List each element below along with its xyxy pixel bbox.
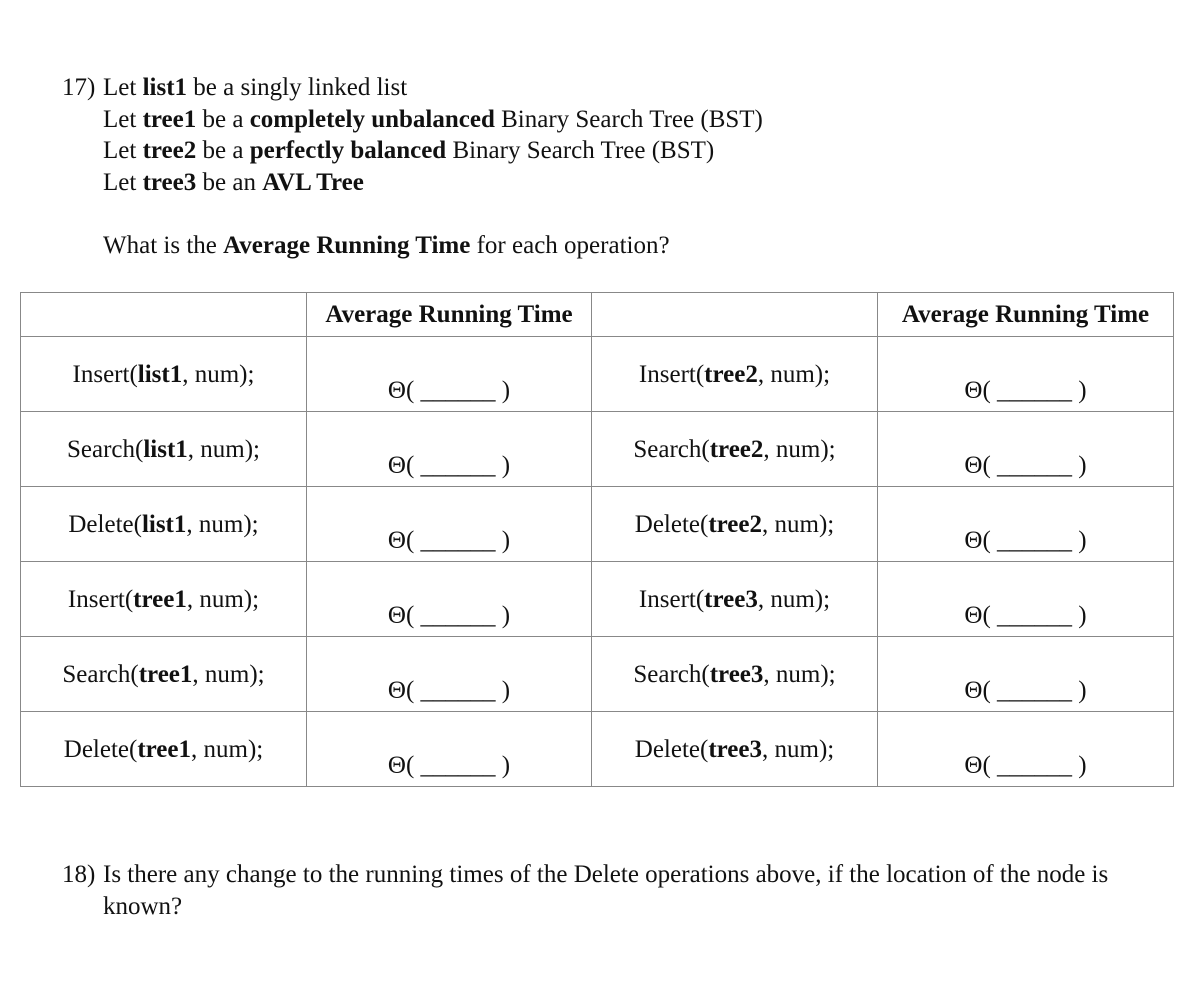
definition-line	[103, 167, 763, 199]
table-row	[21, 487, 1174, 562]
operation-name: Delete(	[63, 736, 138, 763]
data-structure-name: tree1	[133, 586, 187, 613]
operation-cell	[21, 637, 307, 712]
header-cell: Average Running Time	[307, 293, 592, 337]
operation-cell	[592, 337, 878, 412]
operation-args: , num);	[182, 361, 255, 388]
data-structure-name: list1	[143, 436, 188, 463]
operation-name: Search(	[633, 661, 710, 688]
operation-cell	[592, 637, 878, 712]
text-run: Let	[103, 105, 143, 133]
operation-cell	[592, 562, 878, 637]
definition-line	[103, 104, 763, 136]
bold-term: tree1	[142, 105, 197, 133]
question-number: 17)	[62, 74, 96, 101]
text-run: Let	[103, 137, 143, 164]
header-cell	[21, 293, 307, 337]
operation-name: Delete(	[634, 511, 709, 538]
definition-line	[103, 72, 763, 104]
question-18-text: Is there any change to the running times of the Delete operations above, if the location of the node is known?	[103, 861, 1109, 920]
question-prompt	[103, 230, 763, 262]
operation-args: , num);	[762, 736, 835, 763]
operation-name: Insert(	[638, 586, 705, 613]
text-run: Binary Search Tree (BST)	[446, 137, 715, 164]
operation-cell	[21, 562, 307, 637]
operation-name: Search(	[633, 436, 710, 463]
text-run: be a	[196, 105, 250, 133]
answer-blank[interactable]: Θ( ______ )	[307, 487, 592, 562]
definition-line	[103, 135, 763, 167]
data-structure-name: tree1	[138, 661, 193, 688]
text-run: be a singly linked list	[187, 74, 408, 101]
operation-cell	[592, 412, 878, 487]
operation-name: Insert(	[638, 361, 705, 388]
table-header-row	[21, 293, 1174, 337]
operation-cell	[592, 487, 878, 562]
bold-term: AVL Tree	[262, 168, 364, 196]
operation-args: , num);	[192, 661, 265, 688]
answer-blank[interactable]: Θ( ______ )	[307, 412, 592, 487]
answer-blank[interactable]: Θ( ______ )	[878, 487, 1174, 562]
text-run: be an	[196, 168, 263, 196]
bold-term: tree3	[142, 168, 197, 196]
operation-args: , num);	[757, 586, 831, 613]
data-structure-name: tree2	[709, 436, 764, 463]
answer-blank[interactable]: Θ( ______ )	[307, 712, 592, 787]
bold-term: tree2	[142, 137, 197, 164]
data-structure-name: tree2	[708, 511, 762, 538]
operation-args: , num);	[187, 436, 260, 463]
header-cell	[592, 293, 878, 337]
operation-name: Insert(	[72, 361, 138, 388]
text-run: Let	[103, 74, 143, 101]
operation-args: , num);	[186, 586, 260, 613]
data-structure-name: tree3	[708, 736, 762, 763]
operation-args: , num);	[186, 511, 259, 538]
answer-blank[interactable]: Θ( ______ )	[878, 337, 1174, 412]
operation-cell	[592, 712, 878, 787]
bold-term: Average Running Time	[223, 231, 471, 259]
table-row	[21, 562, 1174, 637]
data-structure-name: tree3	[704, 586, 758, 613]
operation-cell	[21, 487, 307, 562]
operation-cell	[21, 412, 307, 487]
table-row	[21, 712, 1174, 787]
table-row	[21, 637, 1174, 712]
answer-blank[interactable]: Θ( ______ )	[878, 637, 1174, 712]
text-run: be a	[196, 137, 250, 164]
operation-args: , num);	[763, 436, 836, 463]
operation-args: , num);	[191, 736, 264, 763]
answer-blank[interactable]: Θ( ______ )	[307, 337, 592, 412]
table-row	[21, 412, 1174, 487]
bold-term: list1	[142, 74, 188, 101]
answer-blank[interactable]: Θ( ______ )	[878, 412, 1174, 487]
text-run: Binary Search Tree (BST)	[494, 105, 763, 133]
answer-blank[interactable]: Θ( ______ )	[307, 562, 592, 637]
question-18	[62, 859, 1152, 922]
text-run: What is the	[103, 231, 224, 259]
data-structure-name: list1	[137, 361, 183, 388]
data-structure-name: tree2	[704, 361, 758, 388]
question-17-body	[103, 72, 763, 261]
operation-args: , num);	[763, 661, 836, 688]
question-17	[62, 72, 763, 261]
operation-args: , num);	[757, 361, 831, 388]
question-number: 18)	[62, 861, 96, 888]
answer-blank[interactable]: Θ( ______ )	[878, 562, 1174, 637]
operation-name: Delete(	[634, 736, 709, 763]
header-cell: Average Running Time	[878, 293, 1174, 337]
answer-blank[interactable]: Θ( ______ )	[878, 712, 1174, 787]
table-row	[21, 337, 1174, 412]
operation-name: Search(	[62, 661, 139, 688]
text-run: for each operation?	[470, 231, 670, 259]
operation-cell	[21, 337, 307, 412]
operation-args: , num);	[762, 511, 835, 538]
running-time-table	[20, 292, 1174, 787]
data-structure-name: list1	[141, 511, 187, 538]
bold-term: completely unbalanced	[249, 105, 495, 133]
operation-name: Search(	[66, 436, 144, 463]
bold-term: perfectly balanced	[249, 137, 447, 164]
operation-cell	[21, 712, 307, 787]
operation-name: Insert(	[67, 586, 134, 613]
answer-blank[interactable]: Θ( ______ )	[307, 637, 592, 712]
data-structure-name: tree1	[137, 736, 191, 763]
definitions	[103, 72, 763, 198]
text-run: Let	[103, 168, 143, 196]
data-structure-name: tree3	[709, 661, 764, 688]
operation-name: Delete(	[68, 511, 142, 538]
